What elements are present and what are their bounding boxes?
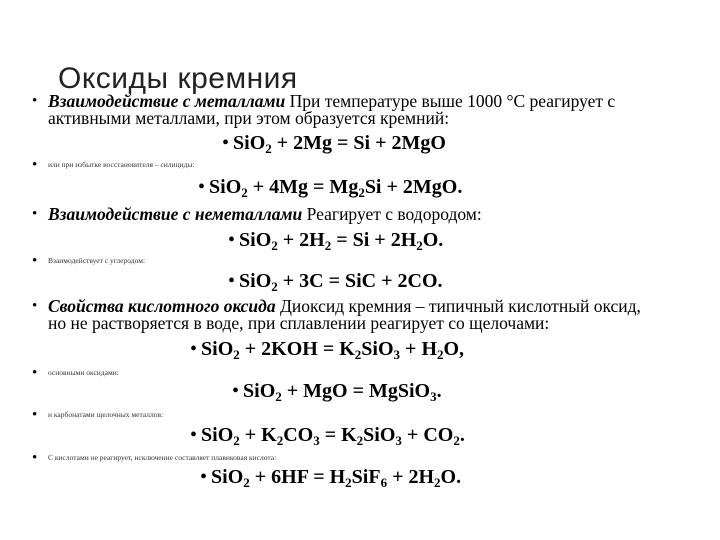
bullet: • (190, 338, 198, 360)
equation-2: • $SiO_2 + 4Mg = Mg_2Si + 2MgO$. (198, 176, 463, 200)
equation-4: • SiO$_2$ + 3C = SiC + 2CO. (228, 270, 443, 294)
equation-6: • SiO$_2$ + MgO = MgSiO$_3$. (232, 380, 442, 404)
bullet: • (228, 229, 236, 251)
equation-1: • SiO$_2$ + 2Mg = Si + 2MgO (222, 132, 446, 156)
note-carbon: Взаимодействует с углеродом: (48, 256, 146, 265)
note-silicides: или при избытке восстановителя – силициды: (48, 160, 195, 169)
bullet: • (222, 132, 230, 154)
note-acids: С кислотами не реагирует, исключение составляет плавиковая кислота: (48, 453, 277, 462)
paragraph-nonmetals (48, 205, 482, 223)
bullet: • (32, 206, 38, 222)
paragraph-text: Реагирует с водородом: (302, 204, 482, 224)
paragraph-text: Диоксид кремния – типичный кислотный оксид, (275, 296, 641, 316)
paragraph-acidic-line2: но не растворяется в воде, при сплавлении реагирует со щелочами: (48, 313, 550, 333)
bullet: • (232, 380, 240, 402)
paragraph-metals-line2: активными металлами, при этом образуется кремний: (48, 108, 450, 128)
bullet: • (32, 157, 38, 173)
equation-7: • $SiO_2 + K_2CO_3 = K_2SiO_3 + CO_2$. (190, 424, 465, 448)
equation-5: • $SiO_2 + 2KOH = K_2SiO_3 + H_2O$, (190, 338, 465, 362)
bullet: • (200, 466, 208, 488)
bullet: • (32, 93, 38, 109)
equation-8: • $SiO_2 + 6HF = H_2SiF_6 + 2H_2O$. (200, 466, 462, 490)
bullet: • (198, 176, 206, 198)
note-basic-oxides: основными оксидами: (48, 368, 119, 377)
page-title: Оксиды кремния (58, 62, 298, 95)
equation-3: • $SiO_2 + 2H_2 = Si + 2H_2O$. (228, 229, 444, 253)
bullet: • (32, 253, 38, 269)
paragraph-text: При температуре выше 1000 °С реагирует с (285, 91, 616, 111)
bullet: • (228, 270, 236, 292)
heading-acidic: Свойства кислотного оксида (48, 296, 276, 316)
heading-metals: Взаимодействие с металлами (48, 91, 286, 111)
note-carbonates: и карбонатами щелочных металлов: (48, 410, 164, 419)
bullet: • (32, 450, 38, 466)
bullet: • (32, 365, 38, 381)
heading-nonmetals: Взаимодействие с неметаллами (48, 204, 303, 224)
bullet: • (32, 298, 38, 314)
bullet: • (190, 424, 198, 446)
bullet: • (32, 407, 38, 423)
